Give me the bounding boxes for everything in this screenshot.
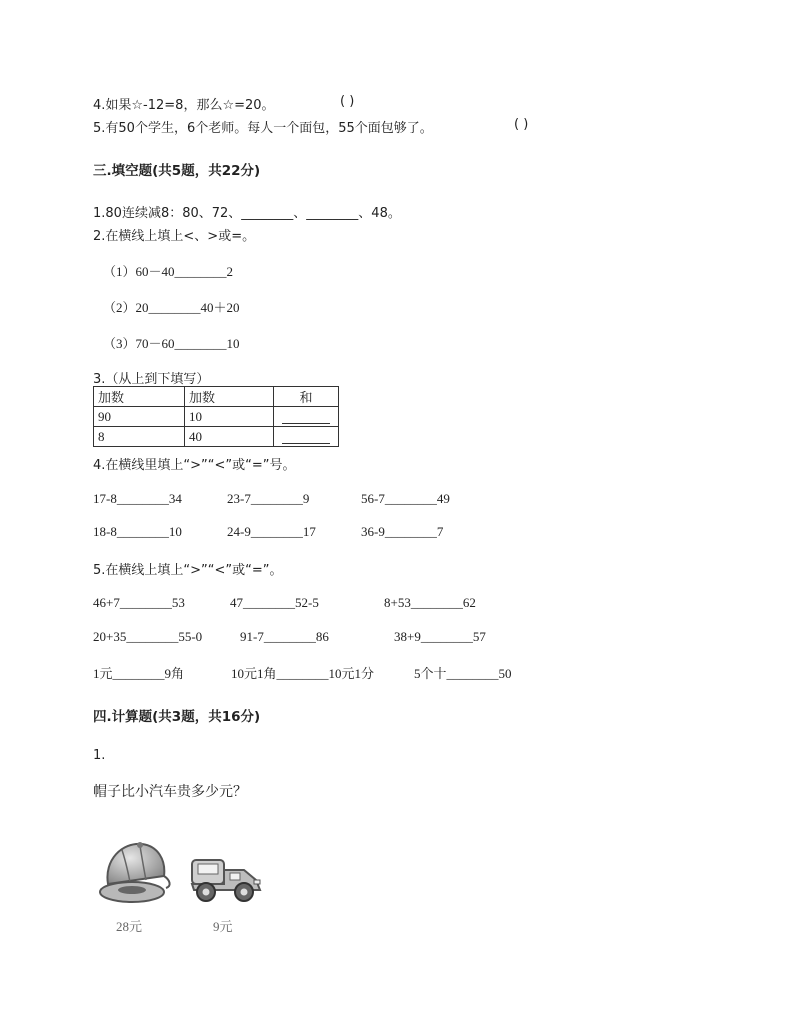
compare-item: 47________52-5 [230,595,319,610]
compare-item: 23-7________9 [227,491,310,506]
answer-line[interactable] [282,409,330,424]
judge-question-4-text: 4.如果☆-12=8，那么☆=20。 [93,98,275,113]
compare-item: 24-9________17 [227,524,316,539]
addition-table-header-row [94,387,339,407]
fill-question-2-title: 2.在横线上填上<、>或=。 [93,229,256,244]
car-price-label: 9元 [213,919,233,934]
table-header-sum: 和 [274,387,339,407]
table-cell: 90 [94,407,185,427]
compare-item: 36-9________7 [361,524,444,539]
table-row [94,407,339,427]
toy-car-icon [186,850,266,908]
compare-item: 20+35________55-0 [93,629,203,644]
compare-item: 10元1角________10元1分 [231,666,375,681]
fill-question-2-item-3: （3）70－60________10 [103,336,240,351]
table-header-addend-1: 加数 [94,387,185,407]
calc-question-1-text: 帽子比小汽车贵多少元？ [93,784,247,800]
fill-question-2-item-2: （2）20________40＋20 [103,300,240,315]
cap-icon [96,832,176,912]
compare-item: 1元________9角 [93,666,185,681]
judge-question-5-text: 5.有50个学生，6个老师。每人一个面包，55个面包够了。 [93,121,433,136]
cap-price-label: 28元 [116,919,143,934]
compare-item: 8+53________62 [384,595,476,610]
answer-line[interactable] [282,429,330,444]
table-cell: 8 [94,427,185,447]
compare-item: 38+9________57 [394,629,486,644]
judge-question-5-answer-paren[interactable]: ( ) [514,117,529,132]
table-cell: 10 [185,407,274,427]
compare-item: 46+7________53 [93,595,185,610]
judge-question-4 [93,94,275,113]
calc-question-1-number: 1. [93,748,106,763]
judge-question-4-answer-paren[interactable]: ( ) [340,94,355,109]
sum-answer-cell[interactable] [274,427,339,447]
compare-item: 17-8________34 [93,491,182,506]
section-3-title: 三.填空题(共5题，共22分) [93,163,261,179]
section-4-title: 四.计算题(共3题，共16分) [93,709,261,725]
compare-item: 56-7________49 [361,491,450,506]
compare-item: 18-8________10 [93,524,182,539]
judge-question-5 [93,117,433,136]
fill-question-2-item-1: （1）60－40________2 [103,264,234,279]
fill-question-4-title: 4.在横线里填上“>”“<”或“=”号。 [93,458,296,473]
table-row [94,427,339,447]
fill-question-5-title: 5.在横线上填上“>”“<”或“=”。 [93,563,283,578]
compare-item: 5个十________50 [414,666,512,681]
sum-answer-cell[interactable] [274,407,339,427]
addition-table [93,386,339,447]
table-cell: 40 [185,427,274,447]
fill-question-1: 1.80连续减8：80、72、________、________、48。 [93,206,401,221]
compare-item: 91-7________86 [240,629,329,644]
table-header-addend-2: 加数 [185,387,274,407]
fill-question-3-title: 3.（从上到下填写） [93,372,210,387]
